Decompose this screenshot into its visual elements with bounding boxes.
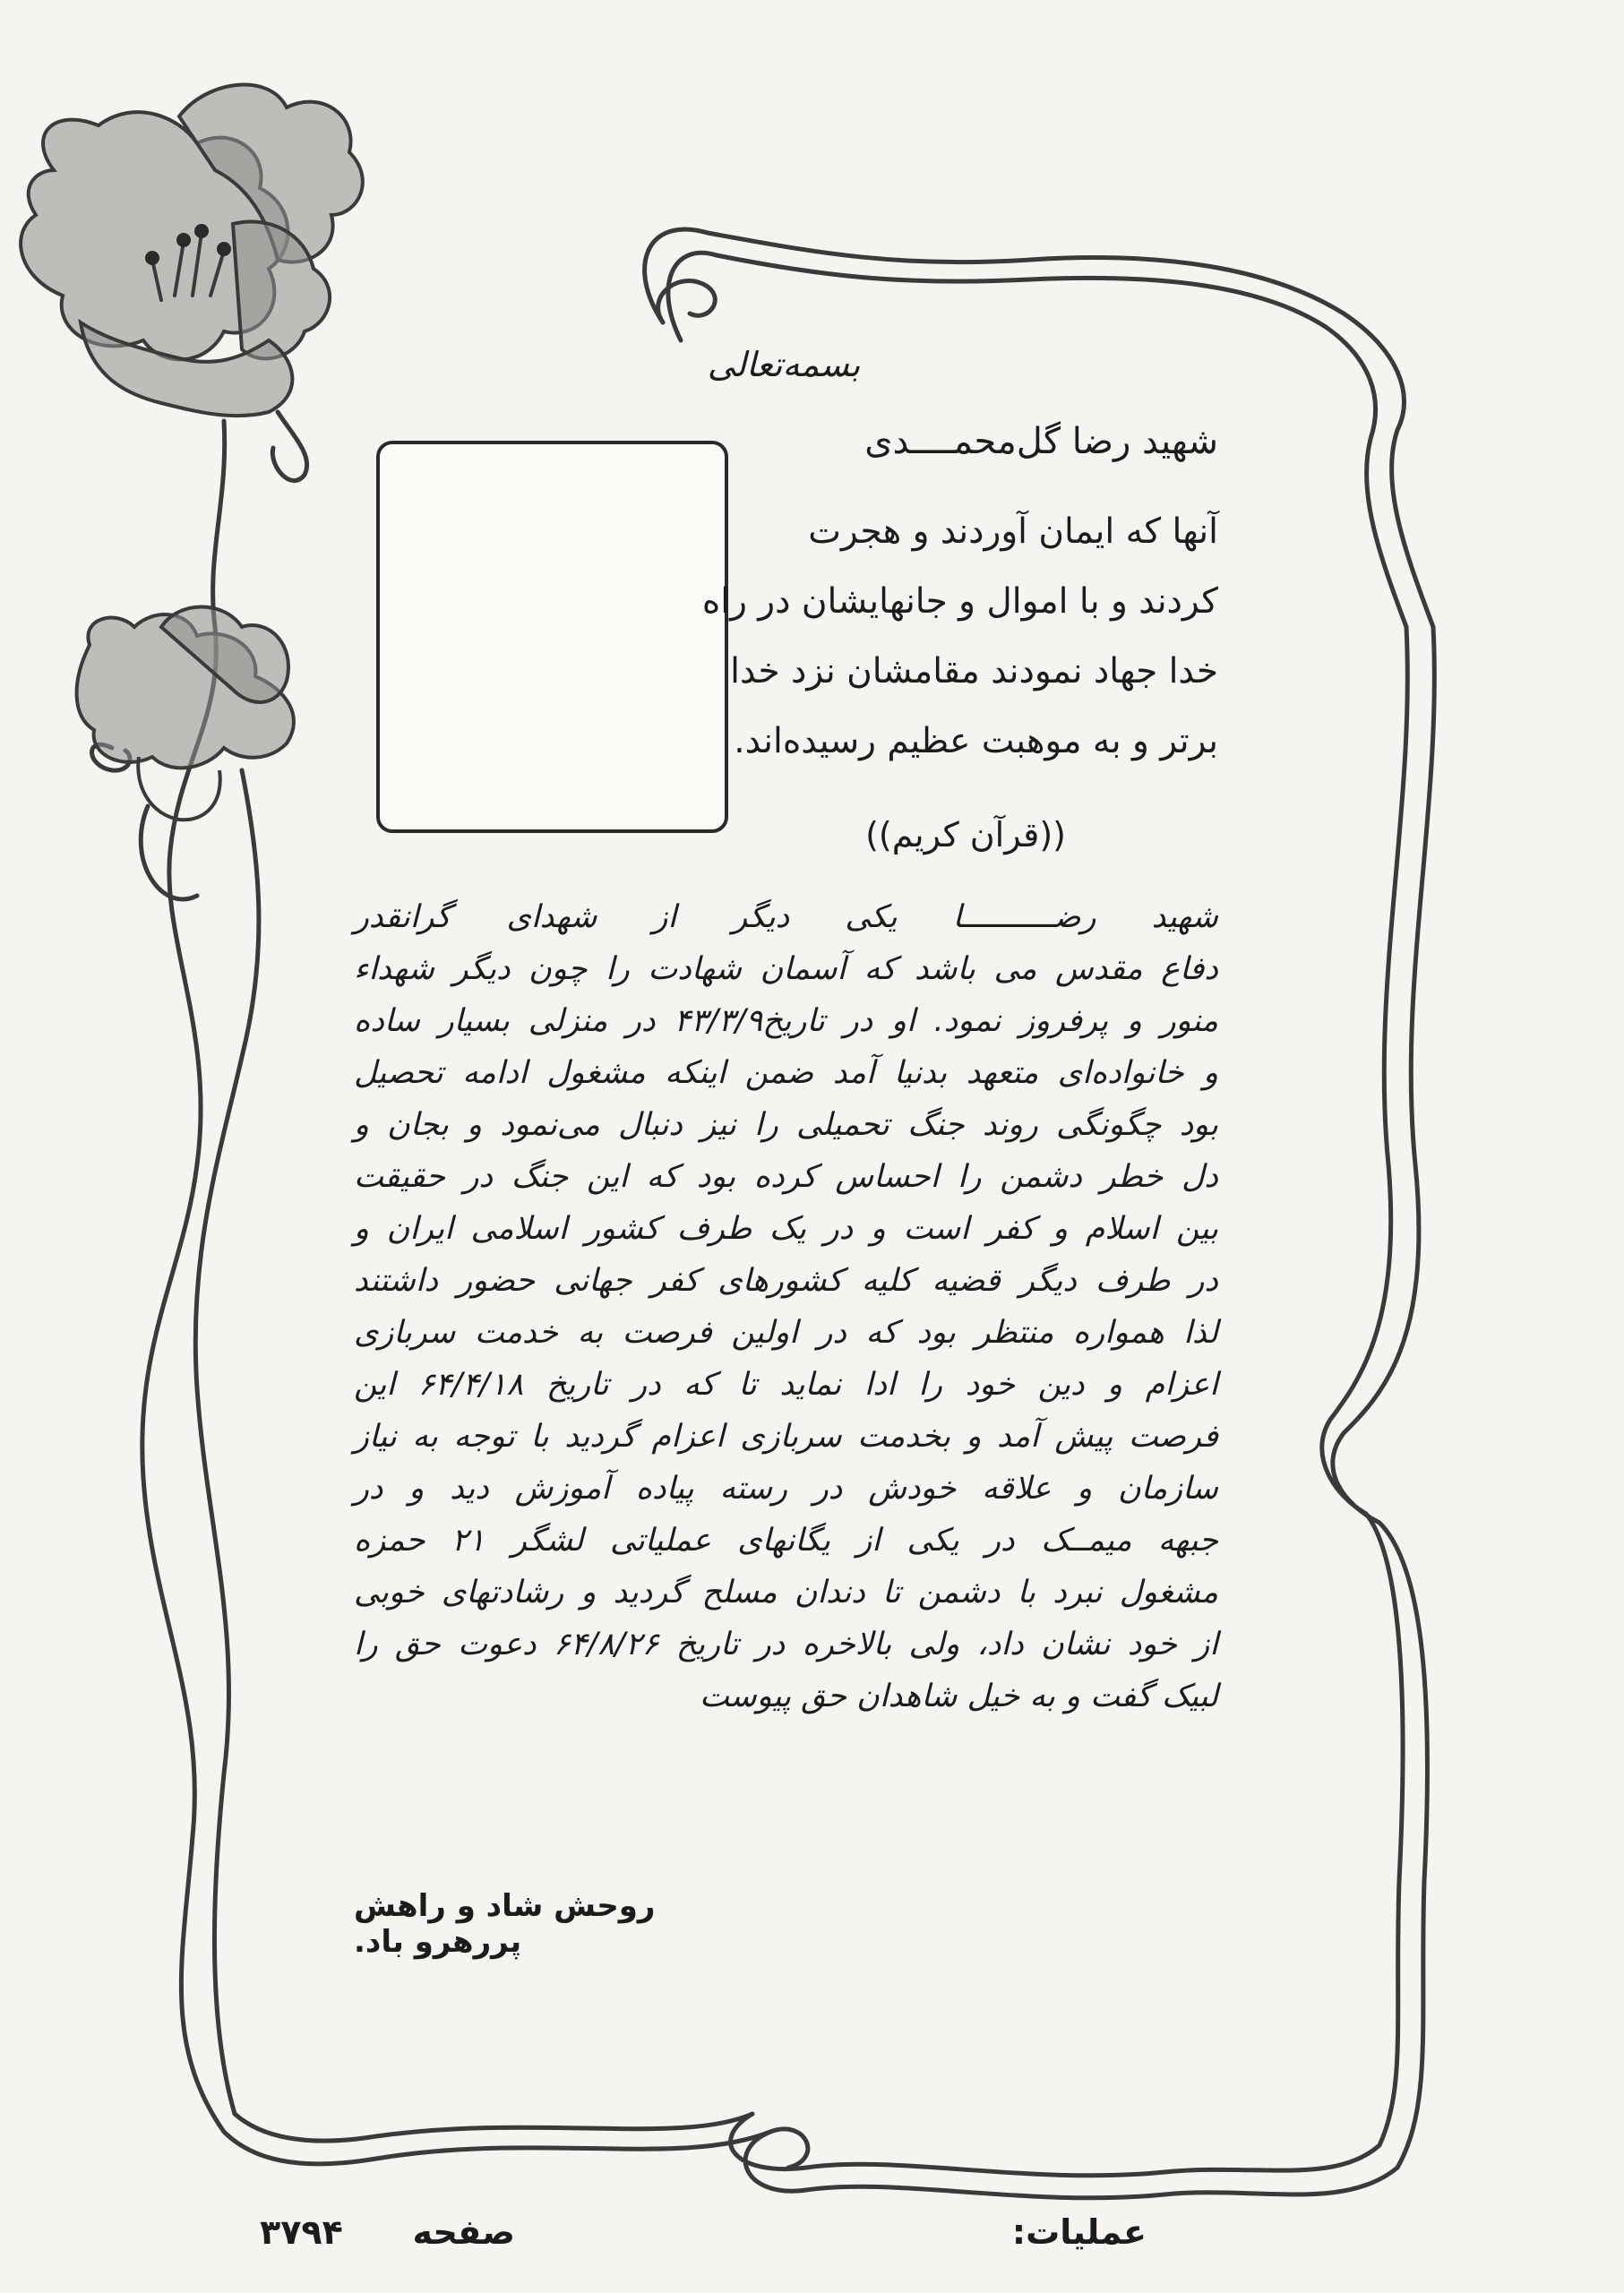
quran-quote <box>701 497 1218 777</box>
body-line: و خانواده‌ای متعهد بدنیا آمد ضمن اینکه مشغول ادامه تحصیل <box>354 1055 1218 1091</box>
quote-source: ((قرآن کریم)) <box>865 815 1066 855</box>
body-line: سازمان و علاقه خودش در رسته پیاده آموزش دید و در <box>354 1471 1218 1507</box>
body-line: فرصت پیش آمد و بخدمت سربازی اعزام گردید با توجه به نیاز <box>354 1419 1218 1455</box>
body-line: بود چگونگی روند جنگ تحمیلی را نیز دنبال می‌نمود و بجان و <box>354 1107 1218 1143</box>
body-line: لذا همواره منتظر بود که در اولین فرصت به خدمت سربازی <box>354 1315 1218 1351</box>
flower-stem-second <box>195 770 259 2114</box>
closing-prayer: روحش شاد و راهش پررهرو باد. <box>354 1888 656 1960</box>
body-line: شهید رضــــــــــا یکی دیگر از شهدای گرانقدر <box>354 899 1218 935</box>
frame-right-border-inner <box>1322 627 1408 2145</box>
frame-bottom-border <box>224 2129 1397 2198</box>
body-line: اعزام و دین خود را ادا نماید تا که در تاریخ ۶۴/۴/۱۸ این <box>354 1367 1218 1403</box>
quote-line: کردند و با اموال و جانهایشان در راه <box>701 581 1218 622</box>
flower-large <box>21 85 363 417</box>
body-line: منور و پرفروز نمود. او در تاریخ۴۳/۳/۹ در منزلی بسیار ساده <box>354 1003 1219 1039</box>
body-line: جبهه میمــک در یکی از یگانهای عملیاتی لشگر ۲۱ حمزه <box>354 1523 1218 1559</box>
quote-line: برتر و به موهبت عظیم رسیده‌اند. <box>734 721 1218 761</box>
footer-operations-label: عملیات: <box>1011 2212 1147 2252</box>
quote-line: آنها که ایمان آوردند و هجرت <box>808 511 1218 552</box>
page-heading: بسمه‌تعالی <box>707 345 861 384</box>
body-line: از خود نشان داد، ولی بالاخره در تاریخ ۶۴/۸/۲۶ دعوت حق را <box>354 1627 1218 1662</box>
body-line: دل خطر دشمن را احساس کرده بود که این جنگ در حقیقت <box>354 1159 1218 1195</box>
body-line: در طرف دیگر قضیه کلیه کشورهای کفر جهانی حضور داشتند <box>354 1263 1218 1299</box>
quote-line: خدا جهاد نمودند مقامشان نزد خدا <box>730 651 1218 691</box>
footer-page-number: ۳۷۹۴ <box>260 2212 343 2252</box>
footer-page-label: صفحه <box>412 2212 515 2252</box>
martyr-name: شهید رضا گل‌محمــــدی <box>864 421 1218 462</box>
body-line: مشغول نبرد با دشمن تا دندان مسلح گردید و رشادتهای خوبی <box>354 1575 1218 1610</box>
body-line: دفاع مقدس می باشد که آسمان شهادت را چون دیگر شهداء <box>354 951 1218 987</box>
body-line: بین اسلام و کفر است و در یک طرف کشور اسلامی ایران و <box>354 1211 1218 1247</box>
biography-text <box>354 891 1218 1722</box>
body-line: لبیک گفت و به خیل شاهدان حق پیوست <box>700 1679 1218 1714</box>
flower-bud-curl <box>272 412 306 481</box>
flower-small <box>77 607 294 769</box>
photo-placeholder <box>376 441 728 833</box>
